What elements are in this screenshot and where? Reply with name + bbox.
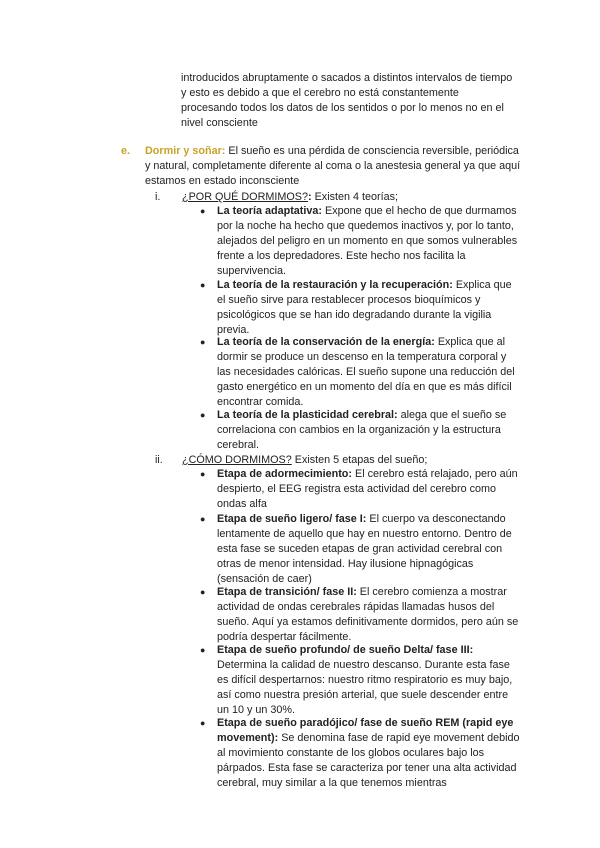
list-item xyxy=(200,335,522,410)
subsection-numeral: ii. xyxy=(155,454,163,466)
intro-line: introducidos abruptamente o sacados a distintos intervalos de tiempo xyxy=(181,72,513,84)
bullet-icon: ● xyxy=(200,280,206,290)
section-text: El sueño es una pérdida de consciencia reversible, periódica y natural, completamente diferente al coma o la anestesia general ya que aquí estamos en estado inconsciente xyxy=(145,145,521,187)
bullet-icon: ● xyxy=(200,206,206,216)
list-item xyxy=(200,408,522,453)
subsection-heading-text: ¿CÓMO DORMIMOS? xyxy=(182,454,292,466)
bullet-icon: ● xyxy=(200,718,206,728)
bullet-title: Etapa de sueño paradójico/ fase de sueño REM (rapid eye movement): xyxy=(217,717,514,744)
bullet-text: Determina la calidad de nuestro descanso. Durante esta fase es difícil despertarnos: nuestro ritmo respiratorio es muy bajo, así como nuestra presión arterial, que suele descender entre un 10 y un 30%. xyxy=(217,658,513,716)
bullet-icon: ● xyxy=(200,587,206,597)
bullet-title: Etapa de sueño profundo/ de sueño Delta/ fase III: xyxy=(217,644,474,656)
intro-line: y esto es debido a que el cerebro no está constantemente xyxy=(181,86,459,99)
list-item xyxy=(200,467,522,512)
list-item xyxy=(200,643,522,718)
list-item xyxy=(200,716,522,791)
bullet-title: La teoría de la plasticidad cerebral: xyxy=(217,409,398,421)
bullet-text: Explica que el sueño sirve para restablecer procesos bioquímicos y psicológicos que se han ido degradando durante la vigilia previa. xyxy=(217,279,512,336)
bullet-text: El cerebro está relajado, pero aún despierto, el EEG registra esta actividad del cerebro como ondas alfa xyxy=(217,468,518,510)
bullet-icon: ● xyxy=(200,645,206,655)
subsection-colon: : xyxy=(307,191,312,203)
subsection-text: Existen 4 teorías; xyxy=(311,191,399,203)
subsection-heading xyxy=(182,453,525,468)
subsection-numeral: i. xyxy=(155,191,161,203)
section-body xyxy=(145,144,521,189)
list-item xyxy=(200,204,522,279)
bullet-text: Se denomina fase de rapid eye movement debido al movimiento constante de los globos oculares bajo los párpados. Esta fase se caracteriza por tener una alta actividad cerebral, muy similar a la que tenemos mientras xyxy=(217,731,520,789)
bullet-title: La teoría adaptativa: xyxy=(217,205,323,217)
bullet-icon: ● xyxy=(200,514,206,524)
bullet-text: El cuerpo va desconectando lentamente de aquello que hay en nuestro entorno. Dentro de esta fase se suceden etapas de gran actividad cerebral con otras de menor intensidad. Hay ilusione hipnagógicas (sensación de caer) xyxy=(217,513,512,585)
bullet-icon: ● xyxy=(200,469,206,479)
bullet-title: Etapa de transición/ fase II: xyxy=(217,586,357,598)
bullet-icon: ● xyxy=(200,410,206,420)
intro-line: nivel consciente xyxy=(181,116,258,129)
subsection-heading xyxy=(182,190,525,205)
bullet-title: La teoría de la restauración y la recuperación: xyxy=(217,279,453,291)
section-title: Dormir y soñar: xyxy=(145,145,226,157)
subsection-i xyxy=(155,190,525,205)
bullet-text: alega que el sueño se correlaciona con cambios en la organización y la estructura cerebral. xyxy=(217,409,507,451)
list-item xyxy=(200,278,522,338)
intro-line: procesando todos los datos de los sentidos o por lo menos no en el xyxy=(181,101,504,114)
bullet-title: Etapa de adormecimiento: xyxy=(217,468,352,480)
bullet-icon: ● xyxy=(200,337,206,347)
subsection-text: Existen 5 etapas del sueño; xyxy=(291,454,428,466)
section-e xyxy=(121,144,521,189)
bullet-text: Explica que al dormir se produce un descenso en la temperatura corporal y las necesidades calóricas. El sueño supone una reducción del gasto energético en un momento del día en que es más difícil encontrar comida. xyxy=(217,336,515,408)
subsection-ii xyxy=(155,453,525,468)
list-item xyxy=(200,585,522,645)
list-item xyxy=(200,512,522,587)
bullet-title: La teoría de la conservación de la energía: xyxy=(217,336,435,348)
bullet-text: El cerebro comienza a mostrar actividad de ondas cerebrales rápidas llamadas husos del sueño. Aquí ya estamos definitivamente dormidos, pero aún se podría despertar fácilmente. xyxy=(217,586,519,643)
subsection-heading-text: ¿POR QUÉ DORMIMOS? xyxy=(182,191,308,203)
intro-paragraph xyxy=(181,71,541,131)
bullet-title: Etapa de sueño ligero/ fase I: xyxy=(217,513,367,525)
bullet-text: Expone que el hecho de que durmamos por la noche ha hecho que quedemos inactivos y, por lo tanto, alejados del peligro en un momento en que somos vulnerables frente a los depredadores. Este hecho nos facilita la supervivencia. xyxy=(217,205,518,277)
section-marker: e. xyxy=(121,145,131,157)
